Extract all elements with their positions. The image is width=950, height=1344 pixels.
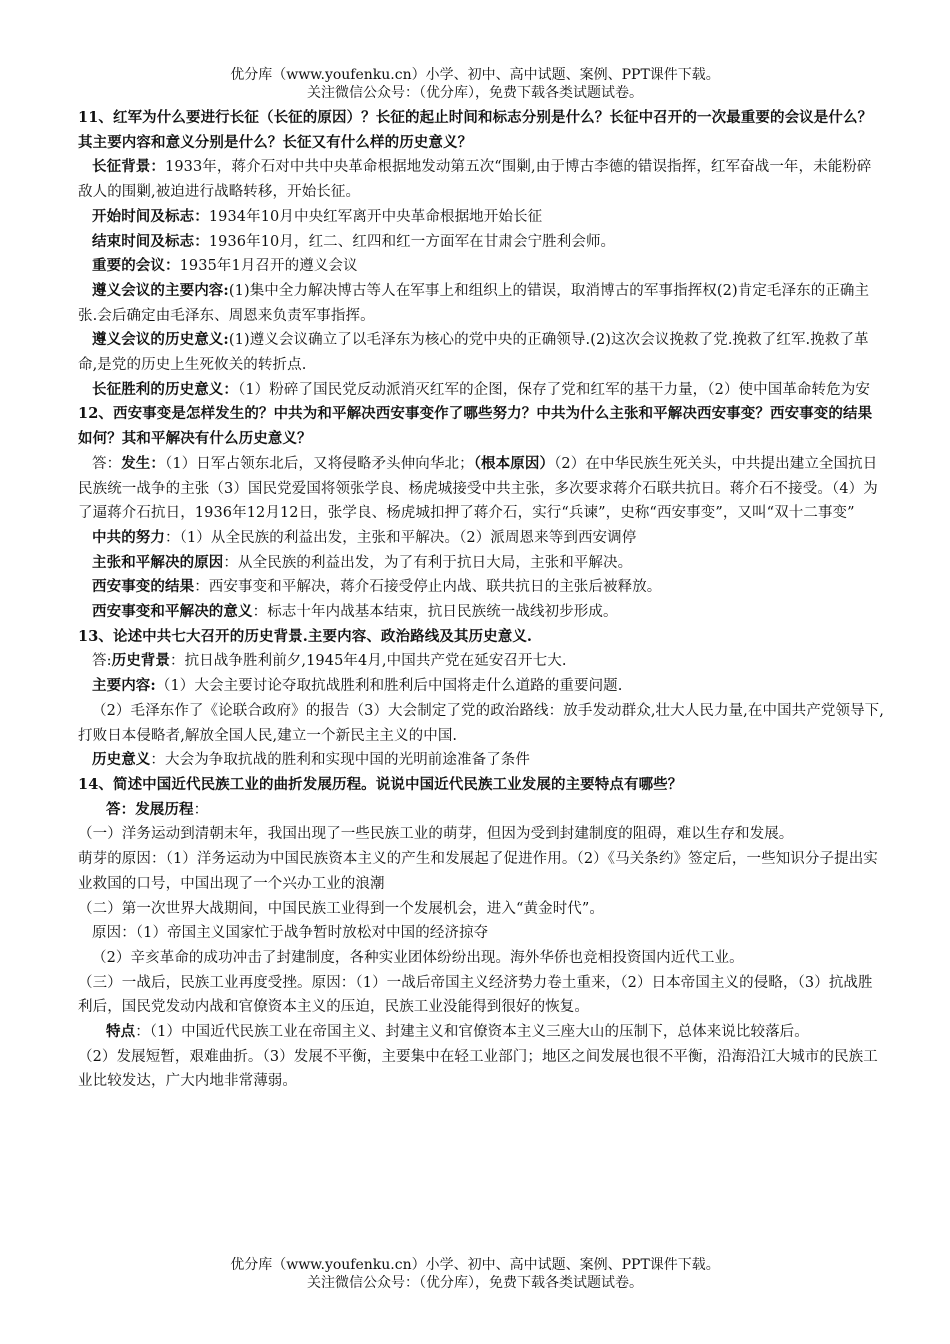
q12-significance-text: ：标志十年内战基本结束，抗日民族统一战线初步形成。 (252, 604, 618, 621)
q13-main-text: （1）大会主要讨论夺取抗战胜利和胜利后中国将走什么道路的重要问题. (155, 678, 623, 695)
q11-start (78, 205, 884, 230)
header-line-1: 优分库（www.youfenku.cn）小学、初中、高中试题、案例、PPT课件下载。 (230, 67, 720, 83)
q13-main-content (78, 674, 884, 699)
question-12: 12、西安事变是怎样发生的？中共为和平解决西安事变作了哪些努力？中共为什么主张和平解决西安事变？西安事变的结果如何？其和平解决有什么历史意义？ (78, 405, 873, 448)
q14-stage-2-reason-1: 原因：（1）帝国主义国家忙于战争暂时放松对中国的经济掠夺 (92, 925, 489, 942)
q11-start-text: 1934年10月中央红军离开中央革命根据地开始长征 (208, 208, 543, 225)
question-13: 13、论述中共七大召开的历史背景.主要内容、政治路线及其历史意义. (78, 627, 533, 645)
q12-reason-text: ：从全民族的利益出发，为了有利于抗日大局，主张和平解决。 (223, 554, 633, 571)
q14-stage-3: （三）一战后，民族工业再度受挫。原因：（1）一战后帝国主义经济势力卷土重来，（2）日本帝国主义的侵略，（3）抗战胜利后，国民党发动内战和官僚资本主义的压迫，民族工业没能得到很好的恢复。 (78, 974, 873, 1016)
q11-meeting-text: 1935年1月召开的遵义会议 (179, 258, 358, 275)
q14-features (78, 1020, 884, 1045)
q12-result-text: ：西安事变和平解决，蒋介石接受停止内战、联共抗日的主张后被释放。 (194, 579, 662, 596)
q11-background-text: 1933年，蒋介石对中共中央革命根据地发动第五次“围剿,由于博古李德的错误指挥，红军奋战一年，未能粉碎敌人的围剿,被迫进行战略转移，开始长征。 (78, 159, 872, 201)
q11-end (78, 230, 884, 255)
q12-result-label: 西安事变的结果 (92, 578, 195, 596)
q12-answer-prefix: 答： (92, 455, 122, 472)
q14-answer-colon: ： (193, 801, 209, 818)
q12-effort-text: ：（1）从全民族的利益出发，主张和平解决。（2）派周恩来等到西安调停 (165, 529, 637, 546)
q13-background-text: ：抗日战争胜利前夕,1945年4月,中国共产党在延安召开七大. (170, 653, 567, 670)
q14-features-label: 特点 (106, 1023, 136, 1041)
q12-reason-label: 主张和平解决的原因 (92, 553, 224, 571)
document-body (78, 106, 884, 1094)
q11-meeting (78, 254, 884, 279)
q13-significance-label: 历史意义 (92, 751, 151, 769)
q11-end-label: 结束时间及标志： (92, 232, 209, 250)
q11-content-label: 遵义会议的主要内容: (92, 281, 229, 299)
q12-occur-text1: （1）日军占领东北后，又将侵略矛头伸向华北； (165, 455, 474, 472)
page-header (0, 66, 950, 102)
q14-answer-heading (78, 798, 884, 823)
q11-content-text: (1)集中全力解决博古等人在军事上和组织上的错误，取消博古的军事指挥权(2)肯定毛泽东的正确主张.会后确定由毛泽东、周恩来负责军事指挥。 (78, 282, 870, 324)
q14-stage-1: （一）洋务运动到清朝末年，我国出现了一些民族工业的萌芽，但因为受到封建制度的阻碍，难以生存和发展。 (78, 826, 794, 843)
q11-victory-label: 长征胜利的历史意义： (92, 380, 238, 398)
q13-background-label: 历史背景 (111, 652, 170, 670)
q13-answer-prefix: 答: (92, 653, 112, 670)
q13-main-label: 主要内容: (92, 677, 156, 695)
footer-line-1: 优分库（www.youfenku.cn）小学、初中、高中试题、案例、PPT课件下载。 (230, 1257, 720, 1273)
q14-features-text: ：（1）中国近代民族工业在帝国主义、封建主义和官僚资本主义三座大山的压制下，总体来说比较落后。 (135, 1024, 809, 1041)
q13-main-content-2: （2）毛泽东作了《论联合政府》的报告（3）大会制定了党的政治路线：放手发动群众,壮大人民力量,在中国共产党领导下,打败日本侵略者,解放全国人民,建立一个新民主主义的中国. (78, 702, 884, 744)
q12-reason (78, 551, 884, 576)
question-11: 11、红军为什么要进行长征（长征的原因）？长征的起止时间和标志分别是什么？长征中召开的一次最重要的会议是什么？其主要内容和意义分别是什么？长征又有什么样的历史意义？ (78, 109, 873, 151)
q11-meeting-label: 重要的会议： (92, 257, 180, 275)
q11-start-label: 开始时间及标志： (92, 207, 209, 225)
q13-significance-text: ：大会为争取抗战的胜利和实现中国的光明前途准备了条件 (150, 752, 531, 769)
header-line-2: 关注微信公众号：（优分库），免费下载各类试题试卷。 (307, 85, 643, 101)
q14-stage-2-reason-2: （2）辛亥革命的成功冲击了封建制度，各种实业团体纷纷出现。海外华侨也竞相投资国内近代工业。 (92, 949, 744, 966)
q11-victory (78, 378, 884, 403)
q12-significance-label: 西安事变和平解决的意义 (92, 603, 253, 621)
q14-answer-label: 答：发展历程 (106, 800, 194, 818)
q11-victory-text: （1）粉碎了国民党反动派消灭红军的企图，保存了党和红军的基干力量，（2）使中国革命转危为安 (238, 381, 870, 398)
q11-significance-label: 遵义会议的历史意义: (92, 331, 229, 349)
q11-meeting-significance (78, 328, 884, 377)
q14-features-2: （2）发展短暂，艰难曲折。（3）发展不平衡，主要集中在轻工业部门；地区之间发展也很不平衡，沿海沿江大城市的民族工业比较发达，广大内地非常薄弱。 (78, 1048, 878, 1090)
q11-end-text: 1936年10月，红二、红四和红一方面军在甘肃会宁胜利会师。 (208, 233, 616, 250)
q12-effort (78, 526, 884, 551)
page-footer (0, 1256, 950, 1292)
q12-occur-text2: （2）在中华民族生死关头，中共提出建立全国抗日民族统一战争的主张（3）国民党爱国将领张学良、杨虎城接受中共主张，多次要求蒋介石联共抗日。蒋介石不接受。（4）为了逼蒋介石抗日，1936年12月12日，张学良、杨虎城扣押了蒋介石，实行“兵谏”，史称“西安事变”，又叫“双十二事变” (78, 455, 878, 522)
footer-line-2: 关注微信公众号：（优分库），免费下载各类试题试卷。 (307, 1275, 643, 1291)
q12-root-cause-label: （根本原因） (473, 454, 555, 472)
question-14: 14、简述中国近代民族工业的曲折发展历程。说说中国近代民族工业发展的主要特点有哪些？ (78, 775, 683, 793)
q12-significance (78, 600, 884, 625)
q12-result (78, 575, 884, 600)
q12-occurrence (78, 452, 884, 526)
q14-stage-2: （二）第一次世界大战期间，中国民族工业得到一个发展机会，进入“黄金时代”。 (78, 900, 605, 917)
q13-background (78, 649, 884, 674)
q12-occur-label: 发生： (121, 454, 166, 472)
q14-sprout-reason: 萌芽的原因：（1）洋务运动为中国民族资本主义的产生和发展起了促进作用。（2）《马关条约》签定后，一些知识分子提出实业救国的口号，中国出现了一个兴办工业的浪潮 (78, 851, 878, 892)
q13-significance (78, 748, 884, 773)
q11-significance-text: (1)遵义会议确立了以毛泽东为核心的党中央的正确领导.(2)这次会议挽救了党.挽救了红军.挽救了革命,是党的历史上生死攸关的转折点. (78, 332, 869, 374)
q11-background (78, 155, 884, 204)
q11-background-label: 长征背景： (92, 158, 165, 176)
q11-meeting-content (78, 279, 884, 328)
q12-effort-label: 中共的努力 (92, 528, 165, 546)
